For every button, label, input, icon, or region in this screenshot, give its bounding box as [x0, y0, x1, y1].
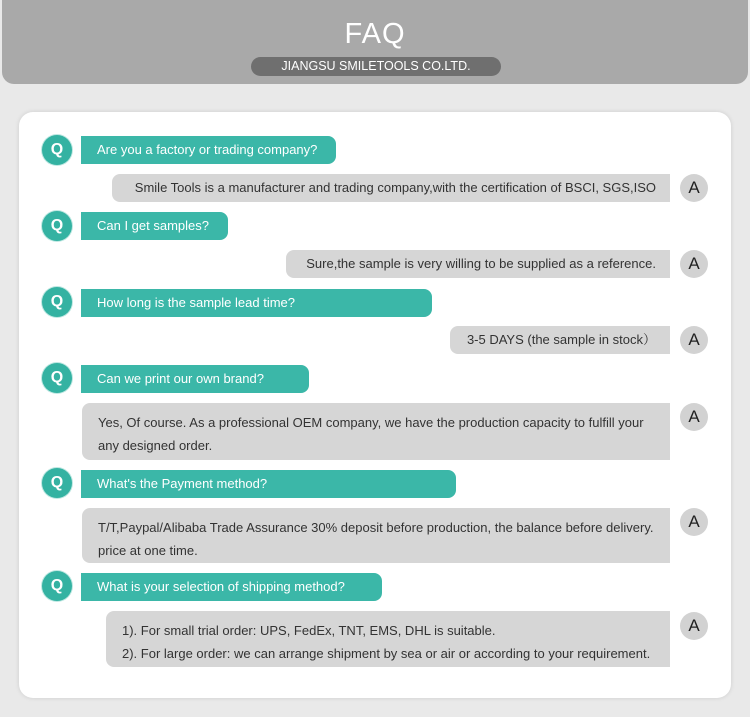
answer-text-line: 1). For small trial order: UPS, FedEx, TNT, EMS, DHL is suitable.	[122, 623, 496, 638]
answer-text-line: 2). For large order: we can arrange shipment by sea or air or according to your requirement.	[122, 646, 651, 661]
answer-text: 3-5 DAYS (the sample in stock）	[466, 332, 656, 347]
question-icon: Q	[42, 287, 72, 317]
answer-bubble	[112, 174, 670, 202]
question-bubble: What is your selection of shipping method?	[81, 573, 382, 601]
question-bubble: Can we print our own brand?	[81, 365, 309, 393]
question-icon: Q	[42, 468, 72, 498]
question-icon: Q	[42, 571, 72, 601]
company-name-badge: JIANGSU SMILETOOLS CO.LTD.	[251, 57, 501, 76]
answer-icon: A	[680, 403, 708, 431]
answer-bubble	[106, 611, 670, 667]
faq-header	[2, 0, 748, 84]
question-bubble: Are you a factory or trading company?	[81, 136, 336, 164]
answer-bubble	[82, 508, 670, 563]
answer-icon: A	[680, 250, 708, 278]
answer-icon: A	[680, 508, 708, 536]
answer-icon: A	[680, 612, 708, 640]
answer-text-line: price at one time.	[98, 543, 198, 558]
answer-text-line: any designed order.	[98, 438, 213, 453]
question-icon: Q	[42, 135, 72, 165]
question-bubble: What's the Payment method?	[81, 470, 456, 498]
answer-bubble	[82, 403, 670, 460]
question-icon: Q	[42, 363, 72, 393]
answer-text-line: T/T,Paypal/Alibaba Trade Assurance 30% deposit before production, the balance before delivery.	[98, 520, 654, 535]
answer-bubble	[286, 250, 670, 278]
answer-text: Smile Tools is a manufacturer and trading company,with the certification of BSCI, SGS,ISO	[134, 180, 656, 195]
question-icon: Q	[42, 211, 72, 241]
question-bubble: How long is the sample lead time?	[81, 289, 432, 317]
answer-bubble	[450, 326, 670, 354]
page-title: FAQ	[344, 18, 406, 50]
answer-icon: A	[680, 326, 708, 354]
faq-card	[19, 112, 731, 698]
answer-text: Sure,the sample is very willing to be supplied as a reference.	[306, 256, 656, 271]
answer-icon: A	[680, 174, 708, 202]
answer-text-line: Yes, Of course. As a professional OEM company, we have the production capacity to fulfill your	[98, 415, 644, 430]
question-bubble: Can I get samples?	[81, 212, 228, 240]
